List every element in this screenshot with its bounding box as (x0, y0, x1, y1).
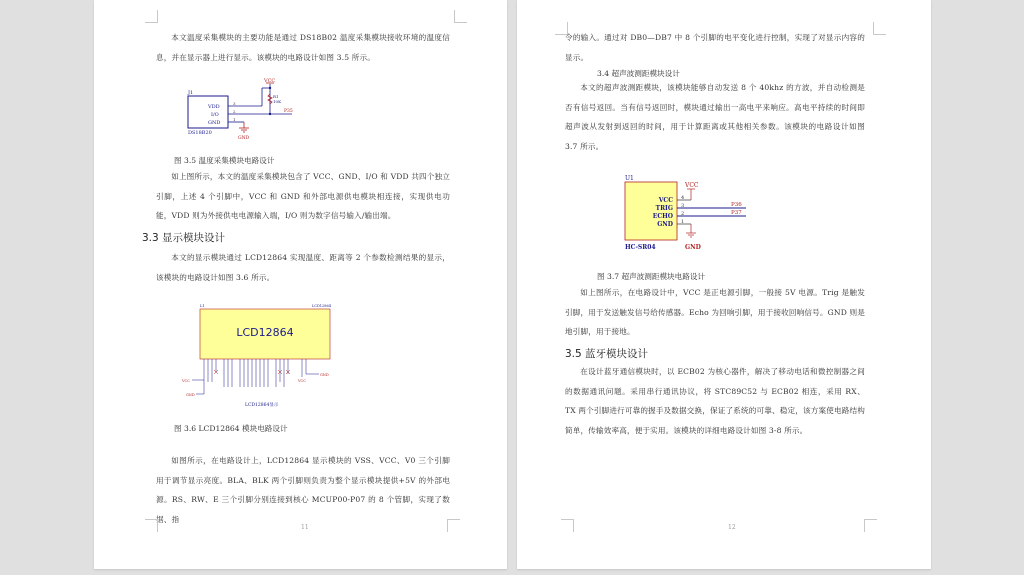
page-number: 11 (301, 524, 309, 531)
svg-text:DS18B20: DS18B20 (188, 130, 212, 136)
figure-caption: 图 3.7 超声波测距模块电路设计 (597, 272, 706, 281)
margin-mark (561, 519, 574, 532)
svg-text:2: 2 (233, 109, 236, 114)
svg-text:VDD: VDD (208, 104, 220, 110)
svg-text:LCD12864: LCD12864 (312, 304, 331, 308)
svg-text:VCC: VCC (298, 379, 306, 383)
section-subheading: 3.4 超声波测距模块设计 (597, 69, 680, 78)
paragraph: 本文的超声波测距模块，该模块能够自动发送 8 个 40khz 的方波，并自动检测是否有信号返回。当有信号返回时，模块通过输出一高电平来响应。高电平持续的时间即超声波从发射到返回的时间，用于计算距离或其他相关参数。该模块的电路设计如图 3.7 所示。 (565, 83, 865, 151)
lcd12864-schematic (182, 302, 359, 412)
hc-sr04-schematic (621, 175, 751, 255)
paragraph: 如上图所示，本文的温度采集模块包含了 VCC、GND、I/O 和 VDD 共四个独立引脚，上述 4 个引脚中，VCC 和 GND 和外部电源供电模块相连接，实现供电功能，VDD 则为外接供电电源输入端，I/O 则为数字信号输入/输出端。 (156, 172, 450, 220)
figure-caption: 图 3.6 LCD12864 模块电路设计 (174, 424, 288, 433)
svg-text:HC-SR04: HC-SR04 (625, 244, 656, 251)
section-heading: 3.3 显示模块设计 (142, 232, 226, 244)
svg-text:VCC: VCC (264, 78, 276, 84)
margin-mark (873, 22, 886, 35)
margin-mark (145, 10, 158, 23)
paragraph: 如上图所示，在电路设计中，VCC 是正电源引脚，一般接 5V 电源。Trig 是触发引脚，用于发送触发信号给传感器。Echo 为回响引脚，用于接收回响信号。GND 则是地引脚，用于接地。 (565, 288, 865, 336)
margin-mark (454, 10, 467, 23)
svg-text:L1: L1 (200, 304, 205, 308)
svg-text:TRIG: TRIG (655, 205, 673, 212)
paragraph: 本文温度采集模块的主要功能是通过 DS18B02 温度采集模块接收环境的温度信息，并在显示器上进行显示。该模块的电路设计如图 3.5 所示。 (156, 33, 450, 62)
figure-caption: 图 3.5 温度采集模块电路设计 (174, 156, 275, 165)
margin-mark (864, 519, 877, 532)
svg-text:1: 1 (233, 117, 236, 122)
svg-text:1: 1 (681, 219, 685, 225)
svg-text:10K: 10K (273, 99, 282, 104)
svg-text:3: 3 (233, 101, 236, 106)
svg-text:U1: U1 (625, 175, 634, 182)
section-heading: 3.5 蓝牙模块设计 (565, 348, 649, 360)
document-page-12 (517, 0, 931, 569)
svg-text:J1: J1 (188, 90, 194, 96)
svg-text:LCD12864: LCD12864 (236, 326, 294, 339)
svg-text:R1: R1 (273, 94, 279, 99)
svg-text:LCD12864显示: LCD12864显示 (245, 403, 279, 408)
svg-text:ECHO: ECHO (652, 213, 673, 220)
svg-text:P36: P36 (731, 202, 742, 208)
svg-text:P35: P35 (284, 109, 293, 114)
ds18b20-schematic (184, 74, 314, 144)
svg-text:3: 3 (681, 203, 685, 209)
svg-text:GND: GND (186, 393, 195, 397)
svg-text:4: 4 (681, 195, 685, 201)
svg-text:2: 2 (681, 211, 685, 217)
margin-mark (145, 519, 158, 532)
document-page-11 (94, 0, 507, 569)
svg-text:GND: GND (320, 373, 329, 377)
svg-text:GND: GND (238, 136, 250, 141)
svg-text:GND: GND (657, 221, 673, 228)
svg-text:VCC: VCC (685, 182, 699, 189)
paragraph: 如图所示，在电路设计上，LCD12864 显示模块的 VSS、VCC、V0 三个引脚用于调节显示亮度。BLA、BLK 两个引脚则负责为整个显示模块提供+5V 的外部电源。RS、RW、E 三个引脚分别连接到核心 MCUP00-P07 的 8 个管脚，实现了数据、指 (156, 456, 450, 524)
paragraph: 本文的显示模块通过 LCD12864 实现温度、距离等 2 个参数检测结果的显示，该模块的电路设计如图 3.6 所示。 (156, 253, 450, 282)
paragraph: 在设计蓝牙通信模块时，以 ECB02 为核心器件，解决了移动电话和微控制器之间的数据通讯问题。采用串行通讯协议，将 STC89C52 与 ECB02 相连，采用 RX、 TX 两个引脚进行可靠的握手及数据交换，保证了系统的可靠、稳定，该方案使电路结构简单，传输效率高，便于实用。该模块的详细电路设计如图 3-8 所示。 (565, 367, 865, 435)
svg-text:VCC: VCC (182, 379, 190, 383)
page-number: 12 (728, 524, 736, 531)
svg-text:VCC: VCC (658, 197, 673, 204)
svg-text:P37: P37 (731, 210, 742, 216)
margin-mark (447, 519, 460, 532)
svg-text:I/O: I/O (211, 112, 219, 118)
svg-text:GND: GND (208, 120, 221, 126)
paragraph: 令的输入。通过对 DB0—DB7 中 8 个引脚的电平变化进行控制，实现了对显示内容的显示。 (565, 33, 865, 62)
svg-text:GND: GND (685, 244, 701, 251)
